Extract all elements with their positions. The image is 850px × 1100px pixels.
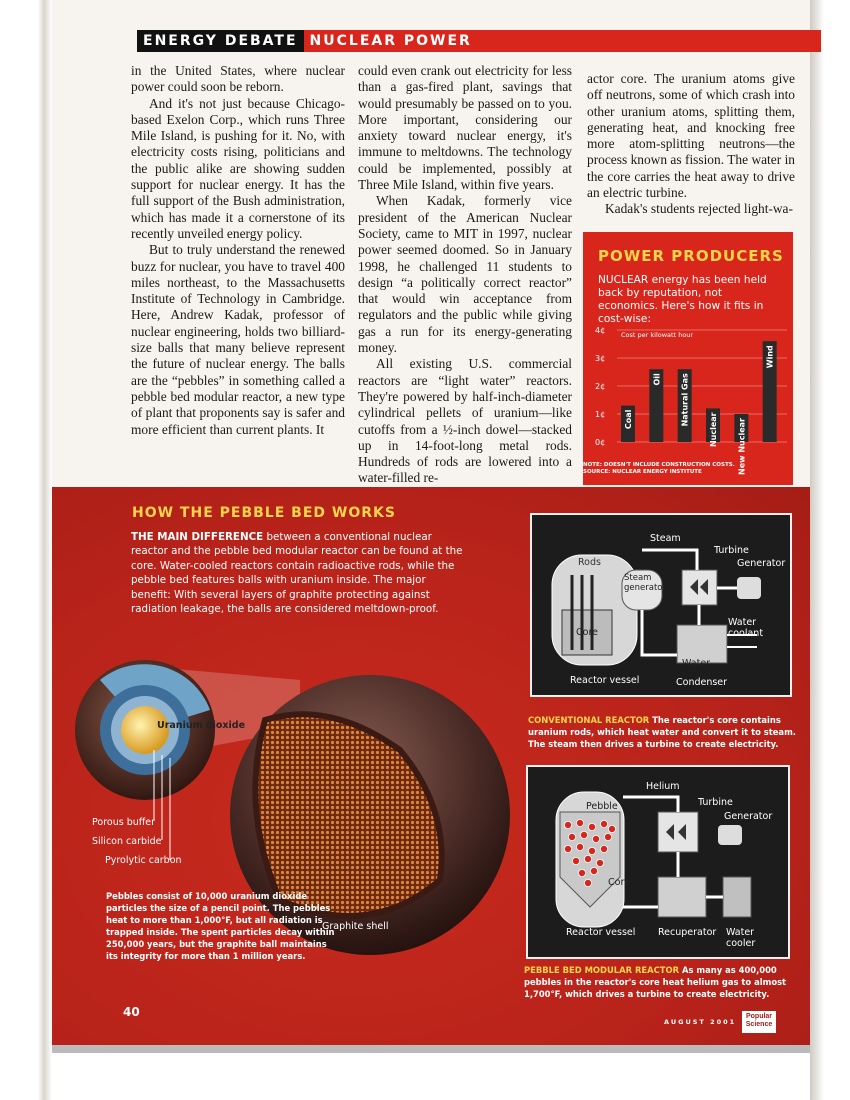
caption-heading: PEBBLE BED MODULAR REACTOR (524, 965, 680, 975)
category-label: Natural Gas (680, 373, 690, 427)
panel-title: HOW THE PEBBLE BED WORKS (132, 505, 396, 521)
article-column-3 (587, 71, 795, 218)
label-helium: Helium (646, 781, 680, 792)
conventional-caption (528, 714, 798, 750)
pebble-dot (576, 843, 583, 850)
category-label: Oil (652, 373, 662, 386)
issue-date: AUGUST 2001 (664, 1018, 737, 1026)
bar-chart-svg (583, 320, 793, 480)
paragraph: in the United States, where nuclear power could soon be reborn. (131, 63, 345, 95)
pebble-dot (576, 819, 583, 826)
panel-intro (131, 530, 466, 616)
label-generator: Generator (737, 558, 786, 569)
paragraph: When Kadak, formerly vice president of the American Nuclear Society, came to MIT in 1997, nuclear power seemed doomed. So in January 1998, he challenged 11 students to design “a politically correct reactor” that would win acceptance from regulators and the public while giving gas a run for its energy-generating money. (358, 193, 572, 356)
label-graphite-shell: Graphite shell (322, 921, 389, 932)
page-edge (810, 0, 850, 1100)
y-axis-label: Cost per kilowatt hour (621, 331, 694, 339)
water-cooler-shape (723, 877, 751, 917)
chart-source: SOURCE: NUCLEAR ENERGY INSTITUTE (583, 469, 702, 475)
paragraph: could even crank out electricity for less than a gas-fired plant, savings that would presumably be passed on to you. More important, considering our anxiety toward nuclear energy, it's immune to meltdowns. The technology could be implemented, possibly at Three Mile Island, within five years. (358, 63, 572, 193)
label-porous-buffer: Porous buffer (92, 817, 156, 828)
label-recuperator: Recuperator (658, 927, 717, 938)
label-uranium-dioxide: Uranium dioxide (157, 720, 246, 731)
label-reactor-vessel: Reactor vessel (570, 675, 640, 686)
pebble-dot (596, 859, 603, 866)
label-turbine: Turbine (714, 545, 749, 556)
label-silicon-carbide: Silicon carbide (92, 836, 162, 847)
pebble-dot (600, 845, 607, 852)
generator-shape (718, 825, 742, 845)
label-water-cooler: Water cooler (726, 927, 756, 949)
pebble-dot (580, 831, 587, 838)
chart-title: POWER PRODUCERS (598, 247, 784, 265)
intro-text: between a conventional nuclear reactor and the pebble bed modular reactor can be found at the core. Water-cooled reactors contain radioactive rods, while the pebble bed features balls with uranium inside. The major benefit: With several layers of graphite protecting against radiation leakage, the balls are considered meltdown-proof. (131, 531, 463, 616)
label-turbine: Turbine (698, 797, 733, 808)
category-label: New Nuclear (737, 418, 747, 475)
label-condenser: Condenser (676, 677, 728, 688)
logo-line: Popular (745, 1013, 773, 1020)
category-label: Coal (624, 409, 633, 430)
binding-edge (0, 0, 52, 1100)
label-water-coolant: Water coolant (728, 617, 764, 639)
label-steam: Steam (650, 533, 681, 544)
caption-text: The reactor's core contains uranium rods, which heat water and convert it to steam. The steam then drives a turbine to create electricity. (528, 715, 796, 749)
pebble-dot (588, 847, 595, 854)
chart-subtitle: NUCLEAR energy has been held back by reputation, not economics. Here's how it fits in cost-wise: (598, 274, 767, 325)
article-column-2 (358, 63, 572, 487)
label-rods: Rods (578, 557, 601, 568)
section-header (137, 30, 821, 52)
turbine-shape (682, 570, 717, 605)
pebble-note: Pebbles consist of 10,000 uranium dioxide particles the size of a pencil point. The pebbles heat to more than 1,000°F, but all radiation is trapped inside. The spent particles decay within 250,000 years, but the graphite ball maintains its integrity for more than 1 million years. (106, 891, 335, 962)
label-generator: Generator (724, 811, 773, 822)
article-column-1 (131, 63, 345, 438)
label-core: Core (608, 877, 630, 888)
paragraph: All existing U.S. commercial reactors are “light water” reactors. They're powered by half-inch-diameter cylindrical pellets of uranium—like cutoffs from a ½-inch dowel—stacked up in 14-foot-long metal rods. Hundreds of rods are lowered into a water-filled re- (358, 356, 572, 486)
pebble-dot (572, 857, 579, 864)
y-tick-label: 0¢ (595, 438, 606, 447)
label-pebble: Pebble (586, 801, 618, 812)
pebble-dot (590, 867, 597, 874)
pebble-dot (592, 835, 599, 842)
label-reactor-vessel: Reactor vessel (566, 927, 636, 938)
pebble-bed-reactor-diagram (526, 765, 790, 959)
page-shadow (52, 1045, 810, 1053)
caption-heading: CONVENTIONAL REACTOR (528, 715, 650, 725)
y-tick-label: 2¢ (595, 382, 606, 391)
pebble-dot (564, 845, 571, 852)
pebbles-field (560, 815, 640, 915)
category-label: Nuclear (709, 412, 718, 448)
paragraph: And it's not just because Chicago-based Exelon Corp., which runs Three Mile Island, is pushing for it. No, with electricity costs rising, politicians and the public alike are showing sudden support for nuclear energy. It has the full support of the Bush administration, which has made it a cornerstone of its recently unveiled energy policy. (131, 95, 345, 241)
generator-shape (737, 577, 761, 599)
caption-text: As many as 400,000 pebbles in the reactor's core heat helium gas to almost 1,700°F, which drives a turbine to create electricity. (524, 965, 787, 999)
y-tick-label: 1¢ (595, 410, 606, 419)
pebble-dot (578, 869, 585, 876)
paragraph: Kadak's students rejected light-wa- (605, 201, 793, 217)
pebble-dot (564, 821, 571, 828)
intro-lead: THE MAIN DIFFERENCE (131, 531, 264, 543)
pebble-dot (568, 833, 575, 840)
magazine-logo (742, 1011, 776, 1033)
label-water: Water (682, 658, 711, 669)
label-pyrolytic-carbon: Pyrolytic carbon (105, 855, 182, 866)
chart-note: NOTE: DOESN'T INCLUDE CONSTRUCTION COSTS. (583, 462, 735, 468)
power-producers-chart (583, 232, 793, 485)
pebble-dot (584, 879, 591, 886)
topic-label: NUCLEAR POWER (304, 30, 821, 52)
section-label: ENERGY DEBATE (137, 30, 304, 52)
category-label: Wind (765, 345, 775, 369)
chart-footnote (583, 462, 735, 476)
pebble-dot (608, 825, 615, 832)
label-steam-generator: Steam generator (624, 573, 666, 593)
logo-line: Science (745, 1021, 773, 1028)
y-tick-label: 3¢ (595, 354, 606, 363)
pebble-dot (600, 820, 607, 827)
label-core: Core (576, 627, 598, 638)
recuperator-shape (658, 877, 706, 917)
paragraph: actor core. The uranium atoms give off neutrons, some of which crash into other uranium atoms, splitting them, generating heat, and knocking free more atom-splitting neutrons—the process known as fission. The water in the core carries the heat away to drive an electric turbine. (587, 71, 795, 201)
page-number: 40 (123, 1005, 140, 1019)
y-tick-label: 4¢ (595, 326, 606, 335)
pebble-dot (604, 833, 611, 840)
pebble-dot (584, 855, 591, 862)
conventional-reactor-diagram (530, 513, 792, 697)
pebble-dot (588, 823, 595, 830)
pebble-bed-caption (524, 964, 796, 1000)
paragraph: But to truly understand the renewed buzz for nuclear, you have to travel 400 miles northeast, to the Massachusetts Institute of Technology in Cambridge. Here, Andrew Kadak, professor of nuclear engineering, holds two billiard-size balls that many believe represent the future of nuclear energy. The balls are the “pebbles” in something called a pebble bed modular reactor, a new type of plant that proponents say is safer and more efficient than current plants. It (131, 242, 345, 437)
